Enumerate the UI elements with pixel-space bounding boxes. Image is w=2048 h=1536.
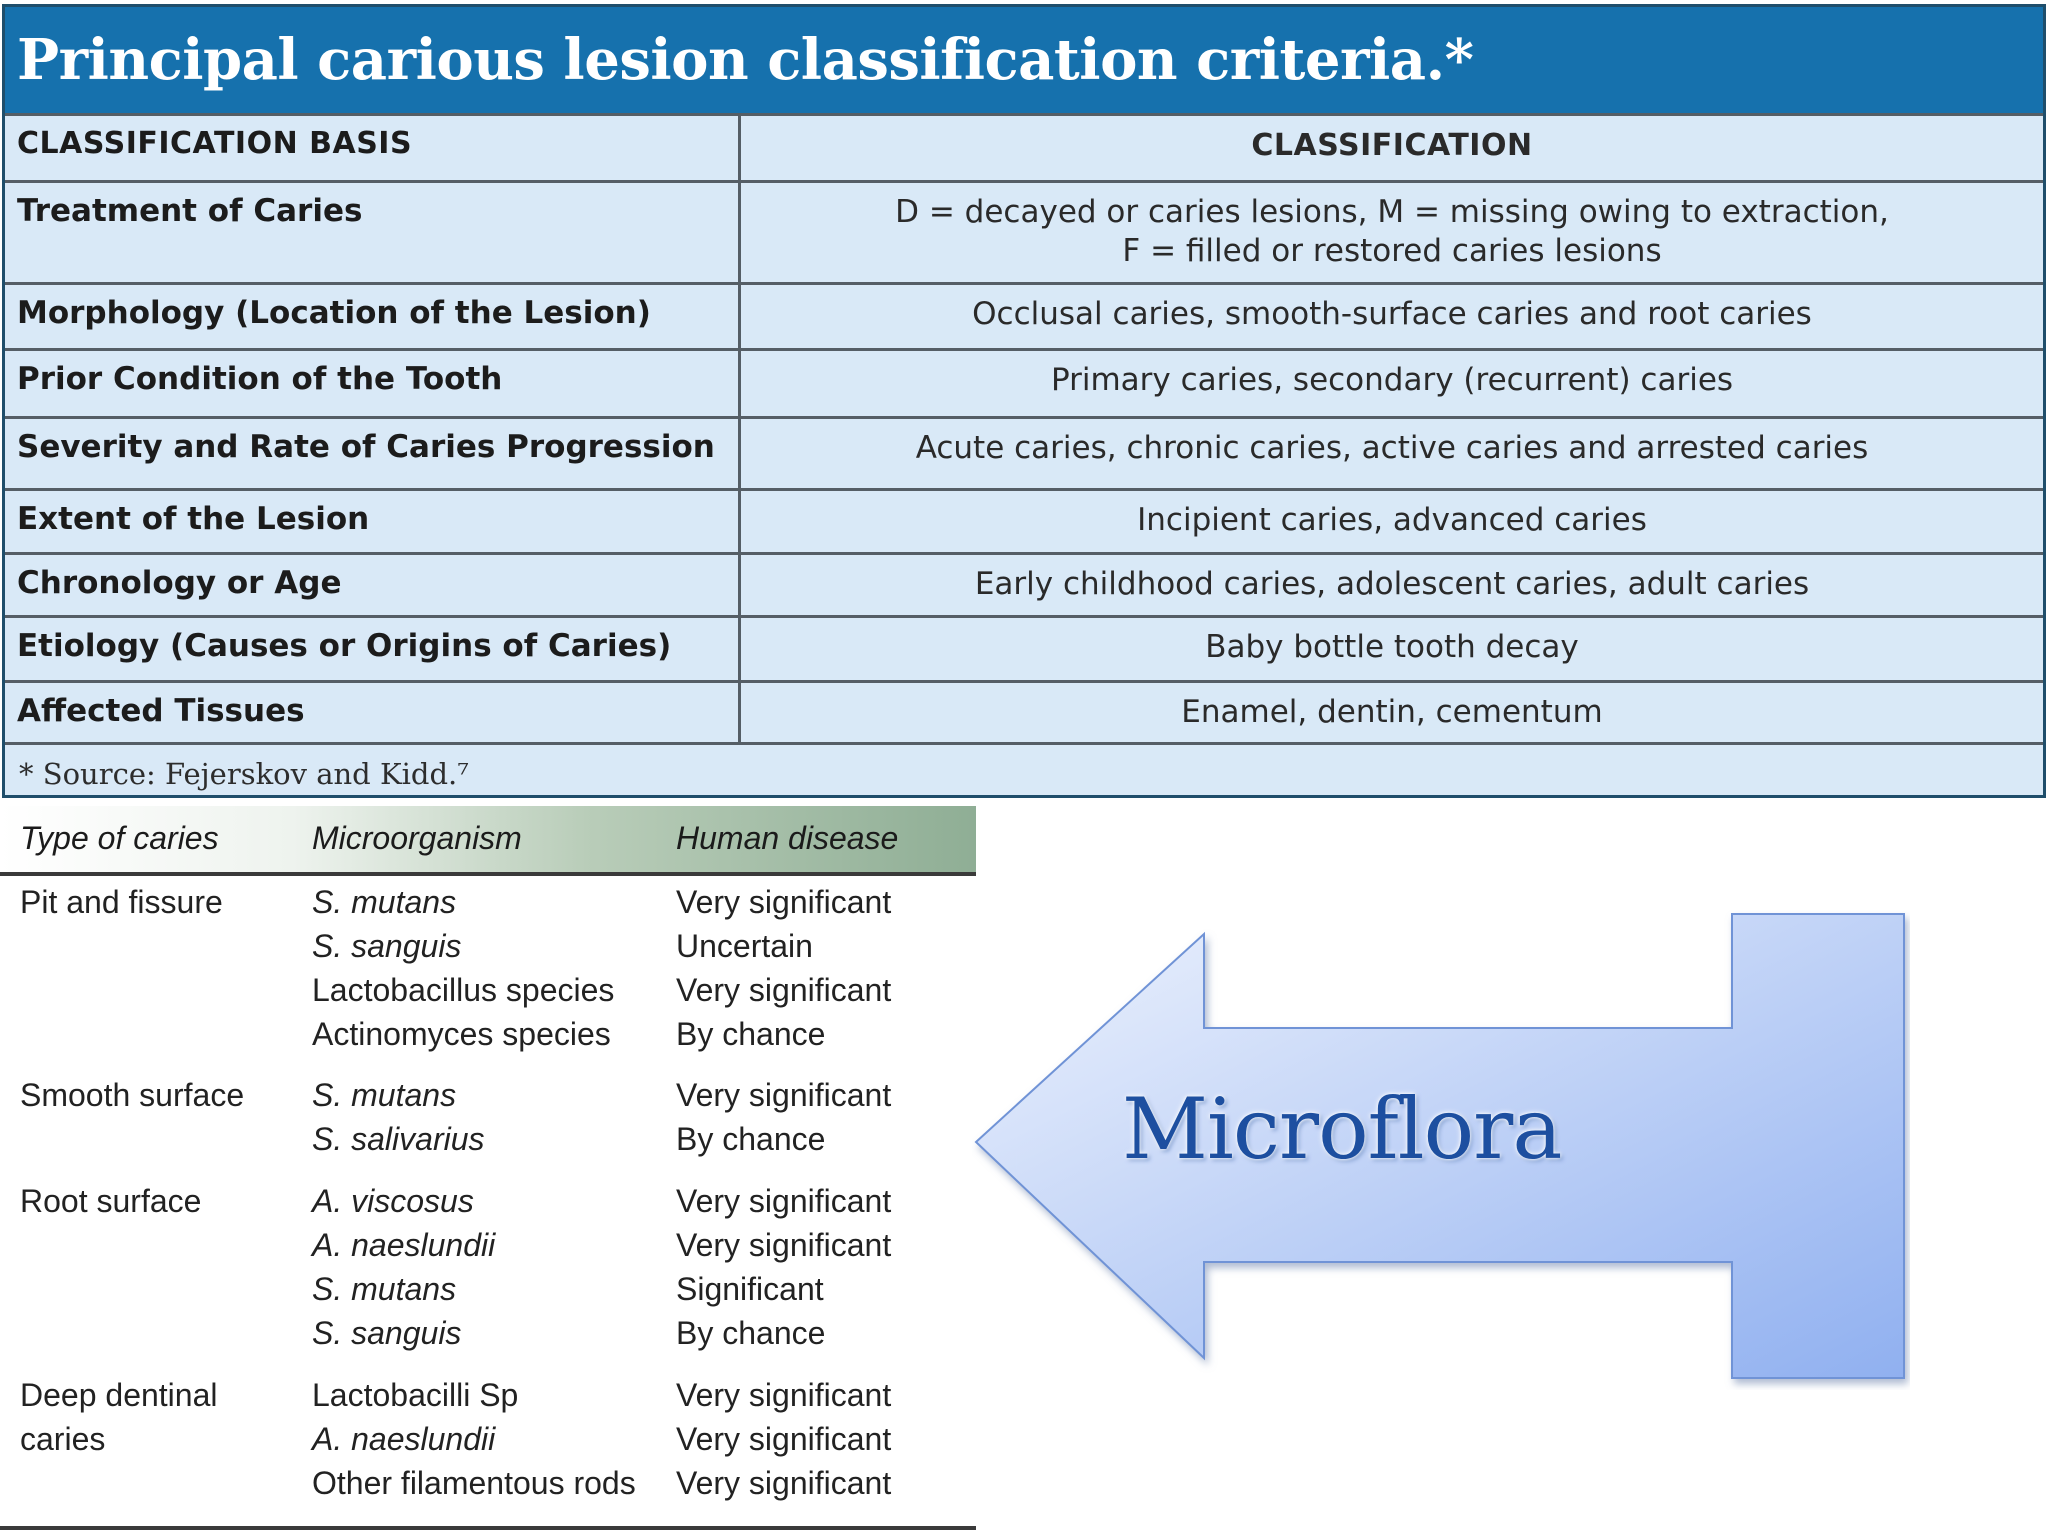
row-basis: Severity and Rate of Caries Progression [5,419,741,488]
table-row [5,180,2043,282]
table-footnote: * Source: Fejerskov and Kidd.⁷ [5,742,2043,795]
header-classification-basis: CLASSIFICATION BASIS [5,116,741,180]
microorganism-cell: A. viscosus [312,1183,474,1219]
microorganism-cell: S. mutans [312,884,457,920]
microorganism-cell: Other filamentous rods [312,1465,636,1501]
table-title: Principal carious lesion classification criteria.* [5,7,2043,113]
caries-type-label: caries [20,1421,106,1457]
row-basis: Treatment of Caries [5,183,741,282]
disease-cell: Very significant [676,1227,892,1263]
row-classification-line: F = filled or restored caries lesions [1122,233,1662,269]
header-microorganism: Microorganism [312,820,522,856]
disease-cell: Uncertain [676,928,813,964]
disease-cell: Very significant [676,884,892,920]
table-row [5,680,2043,742]
row-classification: Primary caries, secondary (recurrent) caries [1050,362,1734,398]
caries-type-label: Pit and fissure [20,884,223,920]
disease-cell: By chance [676,1016,826,1052]
classification-table [2,4,2046,798]
row-basis: Extent of the Lesion [5,491,741,552]
caries-type-label: Root surface [20,1183,202,1219]
row-basis: Etiology (Causes or Origins of Caries) [5,618,741,680]
table-row [5,488,2043,552]
row-basis: Prior Condition of the Tooth [5,351,741,416]
row-classification: Baby bottle tooth decay [1205,629,1579,665]
disease-cell: Significant [676,1271,824,1307]
disease-cell: Very significant [676,1377,892,1413]
disease-cell: By chance [676,1121,826,1157]
header-classification: CLASSIFICATION [1251,128,1533,163]
header-type-of-caries: Type of caries [20,820,219,856]
microorganism-cell: A. naeslundii [312,1421,496,1457]
disease-cell: Very significant [676,1077,892,1113]
header-human-disease: Human disease [676,820,899,856]
row-classification: Incipient caries, advanced caries [1137,502,1647,538]
disease-cell: Very significant [676,1183,892,1219]
microorganism-cell: Lactobacillus species [312,972,615,1008]
disease-cell: Very significant [676,1421,892,1457]
microorganism-cell: S. sanguis [312,1315,462,1351]
microflora-table [0,800,976,1534]
row-basis: Morphology (Location of the Lesion) [5,285,741,348]
row-classification [741,183,2043,282]
row-basis: Chronology or Age [5,555,741,615]
caries-type-label: Smooth surface [20,1077,245,1113]
row-classification: Enamel, dentin, cementum [1181,694,1603,730]
row-classification: Early childhood caries, adolescent caries, adult caries [974,566,1810,602]
table-row [5,416,2043,488]
arrow-label: Microflora [1122,1080,1562,1178]
microorganism-cell: Actinomyces species [312,1016,611,1052]
row-classification: Acute caries, chronic caries, active caries and arrested caries [915,430,1869,466]
microorganism-cell: Lactobacilli Sp [312,1377,519,1413]
row-classification-line: D = decayed or caries lesions, M = missing owing to extraction, [895,194,1889,230]
disease-cell: Very significant [676,972,892,1008]
microorganism-cell: S. sanguis [312,928,462,964]
row-basis: Affected Tissues [5,683,741,742]
microorganism-cell: S. salivarius [312,1121,485,1157]
table-row [5,348,2043,416]
table-row [5,282,2043,348]
table-row [5,552,2043,615]
table-header-row [5,113,2043,180]
microorganism-cell: S. mutans [312,1077,457,1113]
microorganism-cell: A. naeslundii [312,1227,496,1263]
microorganism-cell: S. mutans [312,1271,457,1307]
disease-cell: Very significant [676,1465,892,1501]
row-classification: Occlusal caries, smooth-surface caries and root caries [972,296,1812,332]
microflora-table-header [0,806,976,876]
caries-type-label: Deep dentinal [20,1377,218,1413]
table-row [5,615,2043,680]
microflora-table-bottom-rule [0,1526,976,1530]
disease-cell: By chance [676,1315,826,1351]
